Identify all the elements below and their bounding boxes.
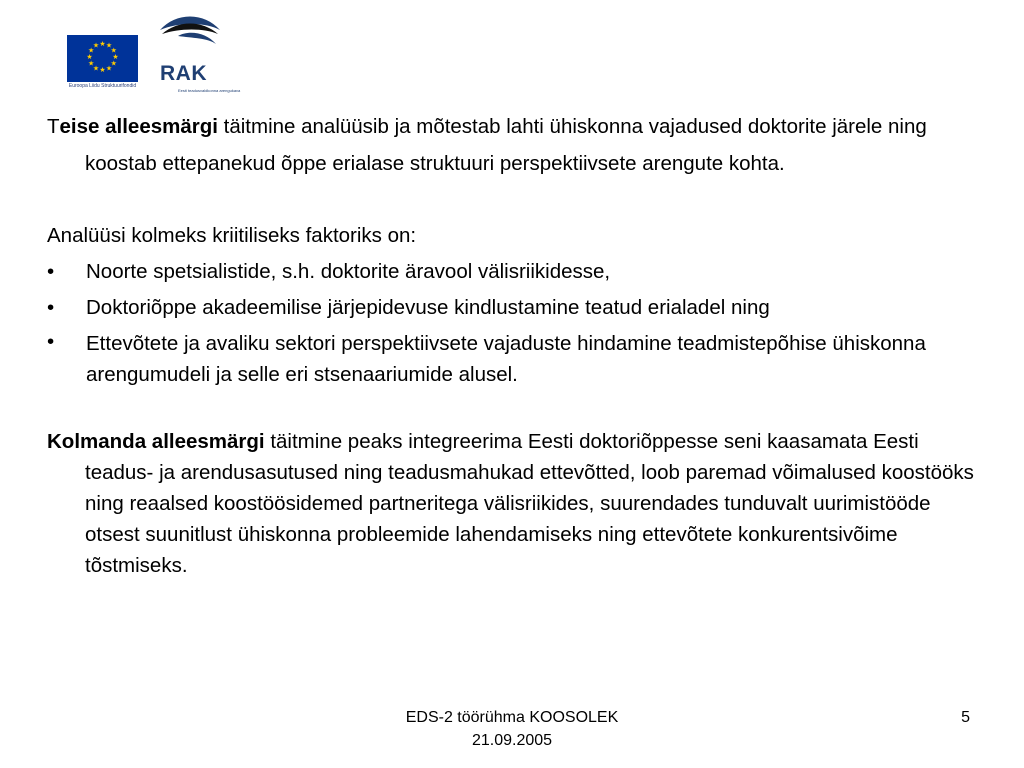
rak-subtitle: Eesti teadusvaldkonna arengukava	[178, 88, 241, 93]
paragraph-text: täitmine peaks integreerima Eesti doktoriõppesse seni kaasamata Eesti teadus- ja arendusasutused ning teadusmahukad ettevõtted, loob paremad võimalused koostööks ning reaalsed koostöösidemed partneritega välisriikides, suurendades tunduvalt uurimistööde otsest suunitlust ühiskonna probleemide lahendamiseks ning ettevõtete konkurentsivõime tõstmiseks.	[85, 430, 974, 577]
header-logos	[0, 0, 1024, 100]
bullet-icon: •	[47, 296, 55, 319]
footer-date: 21.09.2005	[471, 732, 553, 749]
lead-letter: T	[47, 115, 60, 138]
list-item-text: Ettevõtete ja avaliku sektori perspektiivsete vajaduste hindamine teadmistepõhise ühiskonna arengumudeli ja selle eri stsenaariumide alusel.	[86, 332, 926, 386]
footer-title: EDS-2 töörühma KOOSOLEK	[405, 709, 619, 726]
svg-text:★: ★	[105, 64, 113, 73]
factor-list	[47, 254, 977, 390]
svg-text:★: ★	[92, 64, 100, 73]
eu-flag-icon	[67, 35, 138, 82]
eu-caption: Euroopa Liidu Struktuurifondid	[68, 83, 137, 89]
bullet-icon: •	[47, 260, 55, 283]
svg-text:★: ★	[105, 41, 113, 50]
list-item-text: Noorte spetsialistide, s.h. doktorite äravool välisriikidesse,	[86, 260, 611, 283]
eu-logo	[67, 35, 138, 90]
page-number: 5	[961, 709, 970, 726]
rak-wordmark: RAK	[160, 62, 207, 85]
svg-text:★: ★	[88, 59, 95, 68]
svg-text:★: ★	[110, 46, 117, 55]
analysis-intro: Analüüsi kolmeks kriitiliseks faktoriks on:	[47, 224, 417, 247]
list-item	[47, 254, 977, 290]
rak-emblem-icon	[158, 14, 222, 62]
svg-text:★: ★	[99, 40, 106, 48]
list-item-text: Doktoriõppe akadeemilise järjepidevuse kindlustamine teatud erialadel ning	[86, 296, 770, 319]
paragraph-teise-alleesmark	[47, 108, 977, 182]
paragraph-kolmanda-alleesmark	[47, 426, 977, 581]
footer	[330, 706, 694, 752]
bullet-icon: •	[47, 330, 55, 353]
svg-text:★: ★	[99, 66, 106, 74]
svg-text:★: ★	[88, 46, 95, 55]
svg-text:★: ★	[92, 41, 100, 50]
svg-text:★: ★	[110, 59, 117, 68]
list-item	[47, 326, 977, 390]
rak-logo	[158, 14, 241, 96]
svg-text:★: ★	[112, 53, 119, 61]
bold-lead: eise alleesmärgi	[59, 115, 218, 138]
paragraph-text: täitmine analüüsib ja mõtestab lahti ühiskonna vajadused doktorite järele ning koostab ettepanekud õppe erialase struktuuri perspektiivsete arengute kohta.	[85, 115, 927, 175]
svg-text:★: ★	[86, 53, 93, 61]
list-item	[47, 290, 977, 326]
spacer	[47, 390, 977, 426]
spacer	[47, 182, 977, 217]
slide-content	[47, 108, 977, 581]
bold-lead: Kolmanda alleesmärgi	[47, 430, 265, 453]
